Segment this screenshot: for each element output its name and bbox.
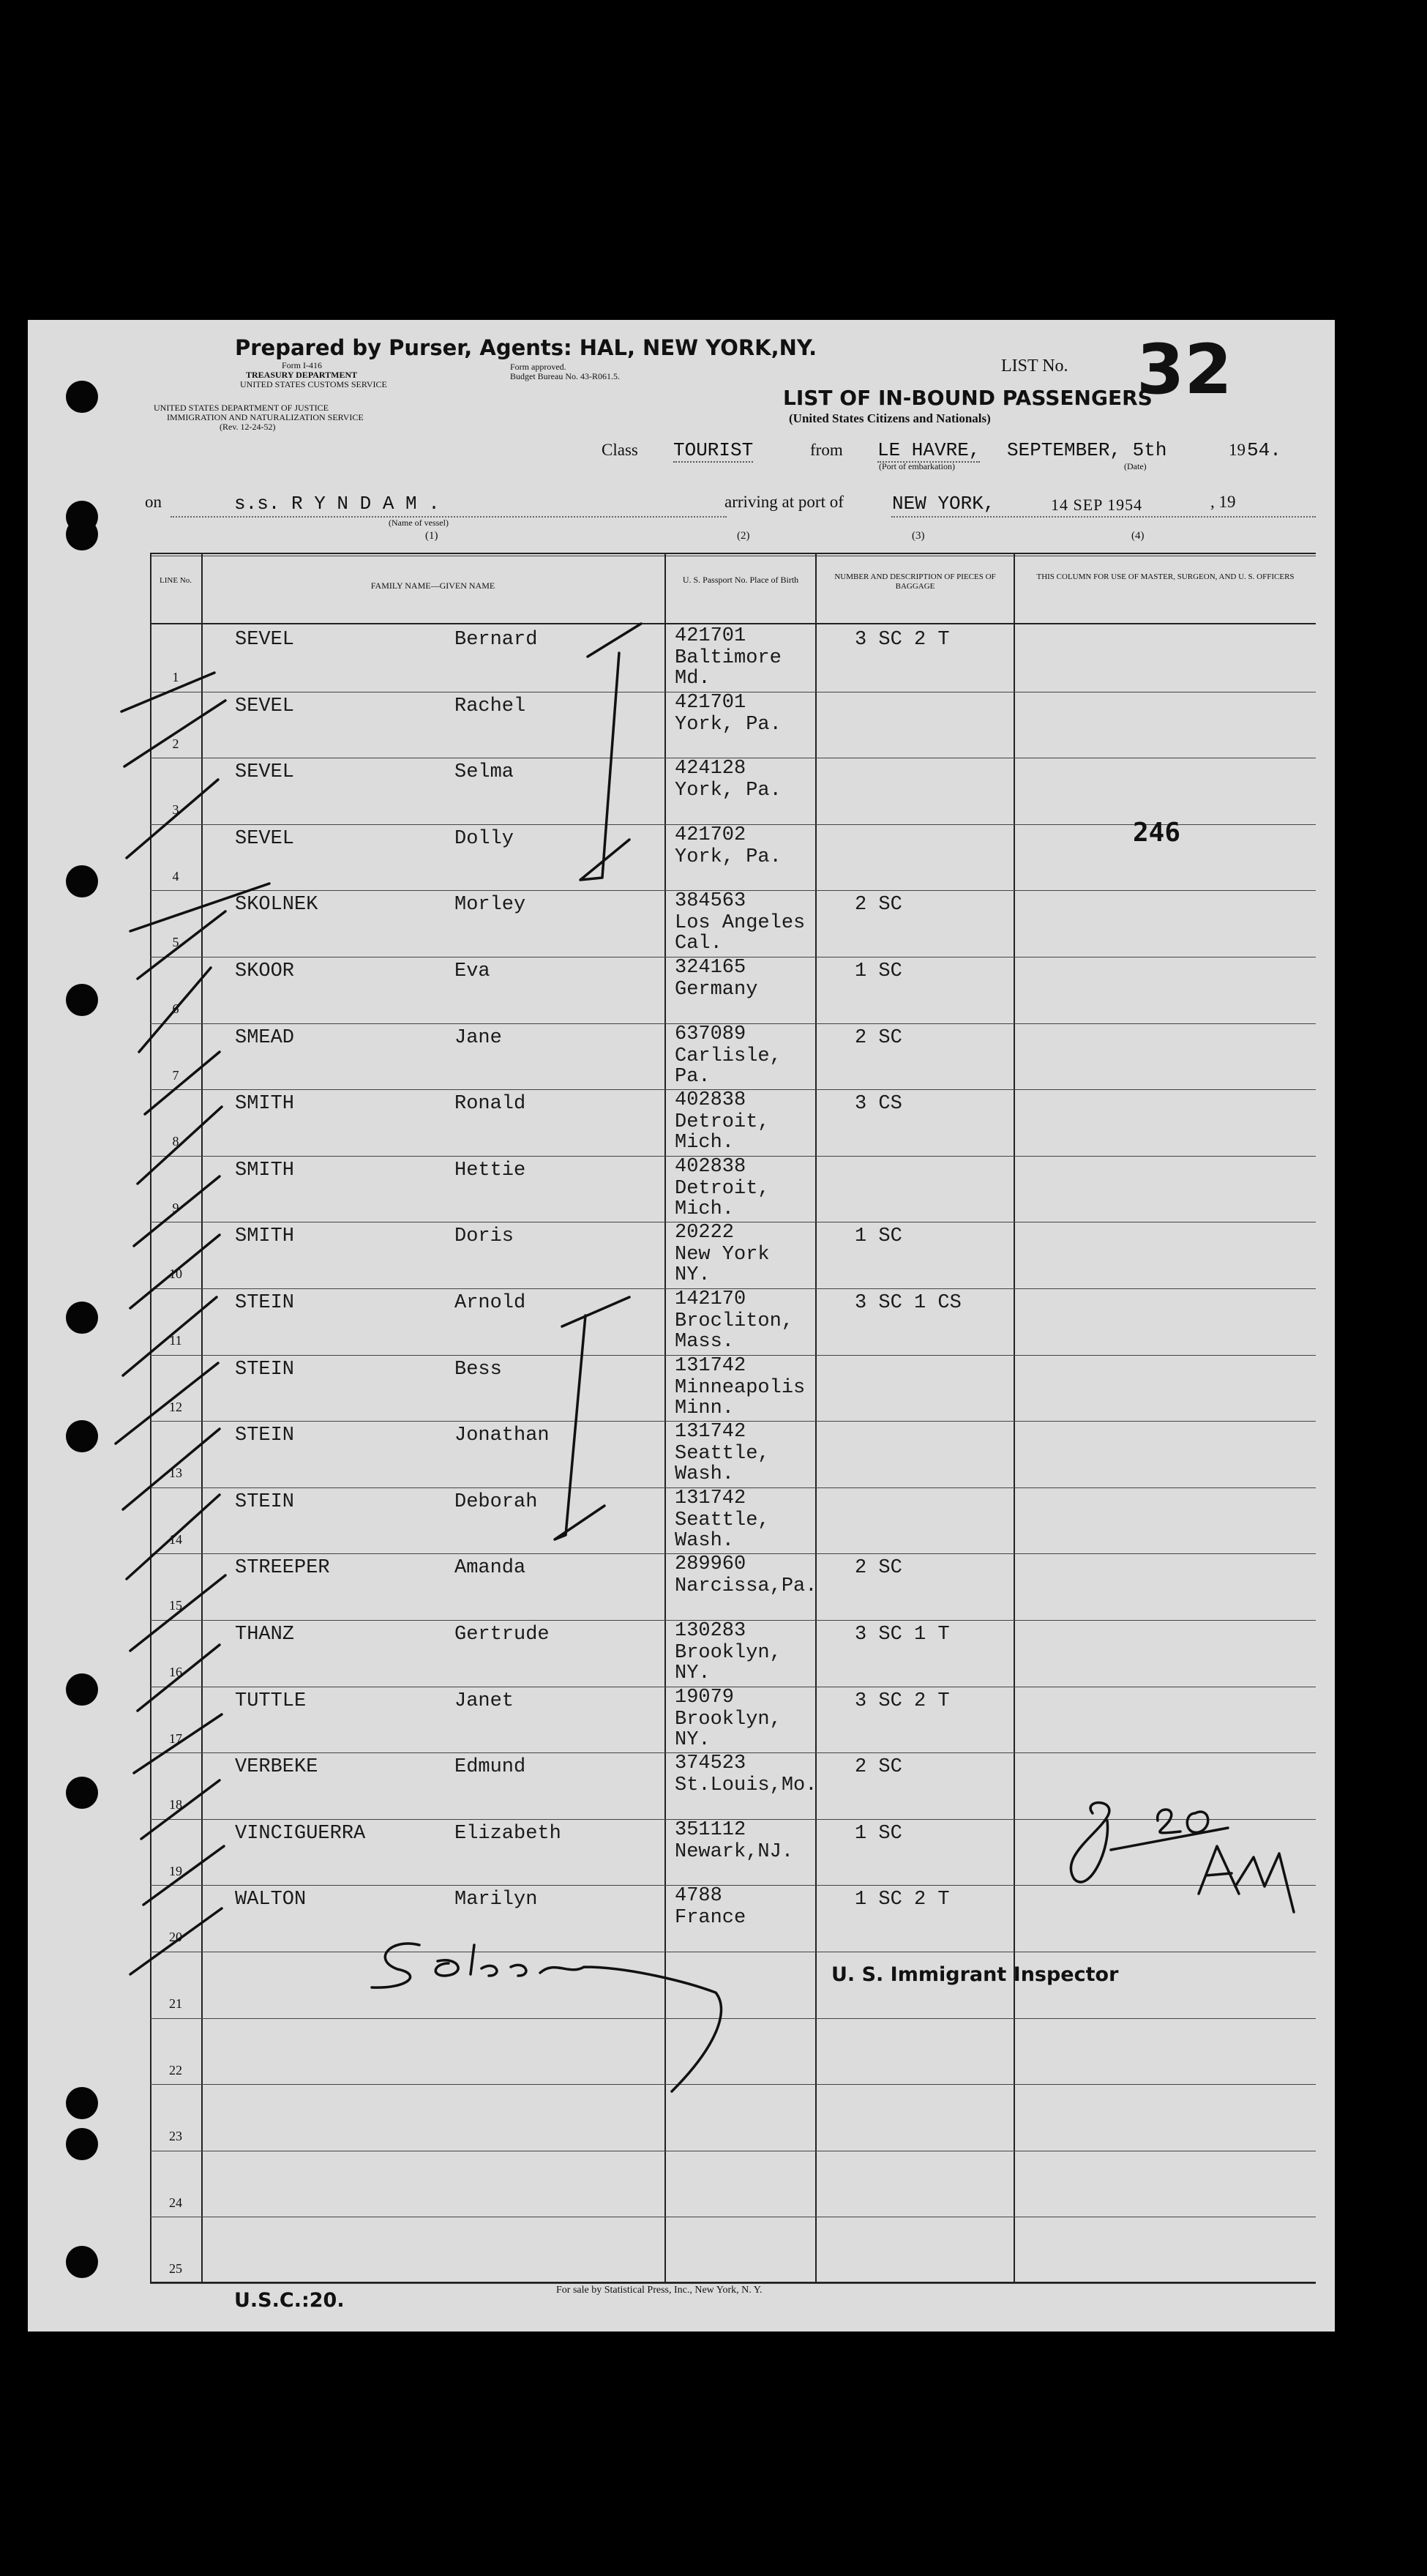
line-number: 11 — [169, 1333, 182, 1348]
place-of-birth: Cal. — [675, 933, 722, 955]
handwriting-overlay — [28, 320, 1335, 2332]
passport-number: 351112 — [675, 1819, 746, 1841]
line-number: 5 — [172, 935, 179, 949]
family-name: SEVEL — [235, 828, 295, 850]
passport-number: 402838 — [675, 1089, 746, 1111]
col-header-passport: U. S. Passport No. Place of Birth — [682, 575, 799, 585]
place-of-birth: Wash. — [675, 1530, 735, 1552]
budget-bureau: Budget Bureau No. 43-R061.5. — [510, 371, 620, 381]
line-number: 2 — [172, 736, 179, 751]
line-number: 8 — [172, 1134, 179, 1149]
given-name: Deborah — [454, 1491, 538, 1513]
given-name: Hettie — [454, 1160, 526, 1181]
on-label: on — [145, 493, 162, 511]
line-number: 1 — [172, 670, 179, 684]
passport-number: 131742 — [675, 1421, 746, 1443]
baggage: 1 SC — [855, 1823, 902, 1845]
line-number: 16 — [169, 1665, 182, 1679]
family-name: VERBEKE — [235, 1756, 318, 1778]
place-of-birth: Pa. — [675, 1066, 711, 1088]
family-bracket — [555, 1297, 629, 1539]
given-name: Dolly — [454, 828, 514, 850]
family-name: SKOOR — [235, 960, 295, 982]
family-name: SEVEL — [235, 629, 295, 651]
line-number: 21 — [169, 1996, 182, 2011]
passport-number: 421701 — [675, 692, 746, 714]
given-name: Marilyn — [454, 1889, 538, 1911]
passport-number: 20222 — [675, 1222, 735, 1244]
passport-number: 421702 — [675, 824, 746, 846]
officer-count: 246 — [1133, 818, 1181, 848]
line-number: 25 — [169, 2261, 182, 2276]
justice-dept: UNITED STATES DEPARTMENT OF JUSTICE — [154, 403, 329, 413]
family-name: SEVEL — [235, 695, 295, 717]
given-name: Gertrude — [454, 1624, 550, 1646]
baggage: 3 SC 2 T — [855, 629, 950, 651]
place-of-birth: Detroit, — [675, 1111, 770, 1133]
line-number: 20 — [169, 1930, 182, 1944]
given-name: Elizabeth — [454, 1823, 561, 1845]
col-marker-3: (3) — [912, 530, 925, 542]
given-name: Edmund — [454, 1756, 526, 1778]
inspector-signature — [372, 1944, 722, 2091]
place-of-birth: York, Pa. — [675, 846, 782, 868]
family-name: SEVEL — [235, 761, 295, 783]
family-name: STEIN — [235, 1359, 295, 1381]
given-name: Morley — [454, 894, 526, 916]
given-name: Janet — [454, 1690, 514, 1712]
line-number: 10 — [169, 1266, 182, 1281]
place-of-birth: Mich. — [675, 1132, 735, 1154]
place-of-birth: Newark,NJ. — [675, 1841, 794, 1863]
arrival-port: NEW YORK, — [892, 493, 995, 515]
baggage: 3 SC 1 CS — [855, 1292, 962, 1314]
family-bracket — [580, 624, 641, 880]
col-marker-1: (1) — [425, 530, 438, 542]
place-of-birth: France — [675, 1907, 746, 1929]
line-number: 19 — [169, 1864, 182, 1878]
passport-number: 421701 — [675, 625, 746, 647]
vessel-caption: (Name of vessel) — [389, 518, 449, 528]
col-marker-2: (2) — [737, 530, 750, 542]
family-name: STEIN — [235, 1425, 295, 1446]
place-of-birth: Minneapolis — [675, 1377, 806, 1399]
baggage: 2 SC — [855, 1557, 902, 1579]
class-label: Class — [602, 441, 638, 459]
family-name: SMEAD — [235, 1027, 295, 1049]
line-number: 12 — [169, 1400, 182, 1414]
col-header-line-no: LINE No. — [160, 576, 192, 585]
place-of-birth: Mich. — [675, 1198, 735, 1220]
class-value: TOURIST — [673, 439, 754, 461]
form-approved: Form approved. — [510, 362, 566, 372]
baggage: 3 CS — [855, 1093, 902, 1115]
place-of-birth: Seattle, — [675, 1509, 770, 1531]
place-of-birth: Narcissa,Pa. — [675, 1575, 817, 1597]
handwritten-time — [1071, 1803, 1294, 1912]
line-number: 15 — [169, 1598, 182, 1613]
arrival-stamp-date: 14 SEP 1954 — [1051, 496, 1143, 514]
line-number: 3 — [172, 802, 179, 817]
passport-number: 4788 — [675, 1885, 722, 1907]
place-of-birth: Md. — [675, 668, 711, 690]
form-number: Form I-416 — [282, 360, 322, 370]
check-marks — [116, 673, 269, 1974]
place-of-birth: Brooklyn, — [675, 1642, 782, 1664]
place-of-birth: NY. — [675, 1662, 711, 1684]
line-number: 14 — [169, 1532, 182, 1547]
place-of-birth: Los Angeles — [675, 912, 806, 934]
place-of-birth: York, Pa. — [675, 780, 782, 802]
passport-number: 384563 — [675, 890, 746, 912]
passport-number: 19079 — [675, 1687, 735, 1709]
family-name: THANZ — [235, 1624, 295, 1646]
baggage: 1 SC — [855, 1225, 902, 1247]
manifest-sheet — [28, 320, 1335, 2332]
given-name: Doris — [454, 1225, 514, 1247]
vessel-name: s.s. R Y N D A M . — [234, 493, 440, 515]
treasury-dept: TREASURY DEPARTMENT — [246, 370, 358, 380]
given-name: Jonathan — [454, 1425, 550, 1446]
line-number: 24 — [169, 2195, 182, 2210]
baggage: 2 SC — [855, 1027, 902, 1049]
arriving-label: arriving at port of — [724, 493, 844, 511]
baggage: 3 SC 1 T — [855, 1624, 950, 1646]
place-of-birth: Carlisle, — [675, 1045, 782, 1067]
trailing-year: , 19 — [1210, 493, 1236, 511]
date-caption: (Date) — [1124, 461, 1147, 471]
year-suffix: 54. — [1247, 439, 1281, 461]
family-name: SMITH — [235, 1225, 295, 1247]
place-of-birth: Germany — [675, 979, 758, 1001]
port-embark-caption: (Port of embarkation) — [879, 461, 955, 471]
given-name: Rachel — [454, 695, 526, 717]
place-of-birth: NY. — [675, 1729, 711, 1751]
passport-number: 130283 — [675, 1620, 746, 1642]
place-of-birth: Brooklyn, — [675, 1709, 782, 1731]
passport-number: 289960 — [675, 1553, 746, 1575]
place-of-birth: NY. — [675, 1264, 711, 1286]
customs-service: UNITED STATES CUSTOMS SERVICE — [240, 379, 387, 389]
place-of-birth: St.Louis,Mo. — [675, 1774, 817, 1796]
passport-number: 324165 — [675, 957, 746, 979]
passport-number: 374523 — [675, 1752, 746, 1774]
given-name: Bess — [454, 1359, 502, 1381]
form-title: LIST OF IN-BOUND PASSENGERS — [783, 386, 1153, 410]
year-prefix: 19 — [1229, 441, 1246, 459]
place-of-birth: Minn. — [675, 1397, 735, 1419]
departure-date: SEPTEMBER, 5th — [1007, 439, 1167, 461]
revision: (Rev. 12-24-52) — [220, 422, 276, 432]
family-name: STEIN — [235, 1491, 295, 1513]
line-number: 7 — [172, 1068, 179, 1083]
place-of-birth: Mass. — [675, 1331, 735, 1353]
list-number: 32 — [1136, 330, 1232, 410]
family-name: SKOLNEK — [235, 894, 318, 916]
family-name: VINCIGUERRA — [235, 1823, 366, 1845]
place-of-birth: Detroit, — [675, 1178, 770, 1200]
family-name: STEIN — [235, 1292, 295, 1314]
baggage: 2 SC — [855, 1756, 902, 1778]
place-of-birth: York, Pa. — [675, 714, 782, 736]
port-embarkation: LE HAVRE, — [877, 439, 981, 461]
family-name: SMITH — [235, 1160, 295, 1181]
line-number: 17 — [169, 1731, 182, 1746]
given-name: Selma — [454, 761, 514, 783]
place-of-birth: Seattle, — [675, 1443, 770, 1465]
col-header-baggage: NUMBER AND DESCRIPTION OF PIECES OF BAGGAGE — [834, 572, 996, 591]
inspector-label: U. S. Immigrant Inspector — [831, 1963, 1119, 1986]
col-header-name: FAMILY NAME—GIVEN NAME — [370, 580, 495, 591]
given-name: Eva — [454, 960, 490, 982]
given-name: Jane — [454, 1027, 502, 1049]
passport-number: 131742 — [675, 1487, 746, 1509]
given-name: Arnold — [454, 1292, 526, 1314]
baggage: 2 SC — [855, 894, 902, 916]
from-label: from — [810, 441, 843, 459]
passport-number: 142170 — [675, 1288, 746, 1310]
passport-number: 637089 — [675, 1023, 746, 1045]
family-name: WALTON — [235, 1889, 307, 1911]
given-name: Amanda — [454, 1557, 526, 1579]
line-number: 22 — [169, 2063, 182, 2077]
passport-number: 131742 — [675, 1355, 746, 1377]
place-of-birth: New York — [675, 1244, 770, 1266]
given-name: Bernard — [454, 629, 538, 651]
line-number: 9 — [172, 1201, 179, 1215]
baggage: 1 SC — [855, 960, 902, 982]
footer-printer: For sale by Statistical Press, Inc., New York, N. Y. — [556, 2285, 763, 2296]
place-of-birth: Brocliton, — [675, 1310, 794, 1332]
col-marker-4: (4) — [1131, 530, 1145, 542]
line-number: 6 — [172, 1001, 179, 1016]
line-number: 4 — [172, 869, 179, 884]
ins-service: IMMIGRATION AND NATURALIZATION SERVICE — [167, 412, 364, 422]
given-name: Ronald — [454, 1093, 526, 1115]
place-of-birth: Wash. — [675, 1463, 735, 1485]
col-header-officers: THIS COLUMN FOR USE OF MASTER, SURGEON, AND U. S. OFFICERS — [1036, 572, 1295, 581]
passport-number: 402838 — [675, 1156, 746, 1178]
baggage: 3 SC 2 T — [855, 1690, 950, 1712]
list-no-label: LIST No. — [1001, 356, 1068, 376]
place-of-birth: Baltimore — [675, 647, 782, 669]
family-name: STREEPER — [235, 1557, 330, 1579]
family-name: SMITH — [235, 1093, 295, 1115]
passport-number: 424128 — [675, 758, 746, 780]
line-number: 13 — [169, 1466, 182, 1480]
baggage: 1 SC 2 T — [855, 1889, 950, 1911]
form-subtitle: (United States Citizens and Nationals) — [789, 411, 991, 425]
family-name: TUTTLE — [235, 1690, 307, 1712]
prepared-by: Prepared by Purser, Agents: HAL, NEW YORK,NY. — [235, 335, 817, 360]
footer-usc: U.S.C.:20. — [234, 2289, 345, 2312]
line-number: 18 — [169, 1797, 182, 1812]
line-number: 23 — [169, 2129, 182, 2143]
